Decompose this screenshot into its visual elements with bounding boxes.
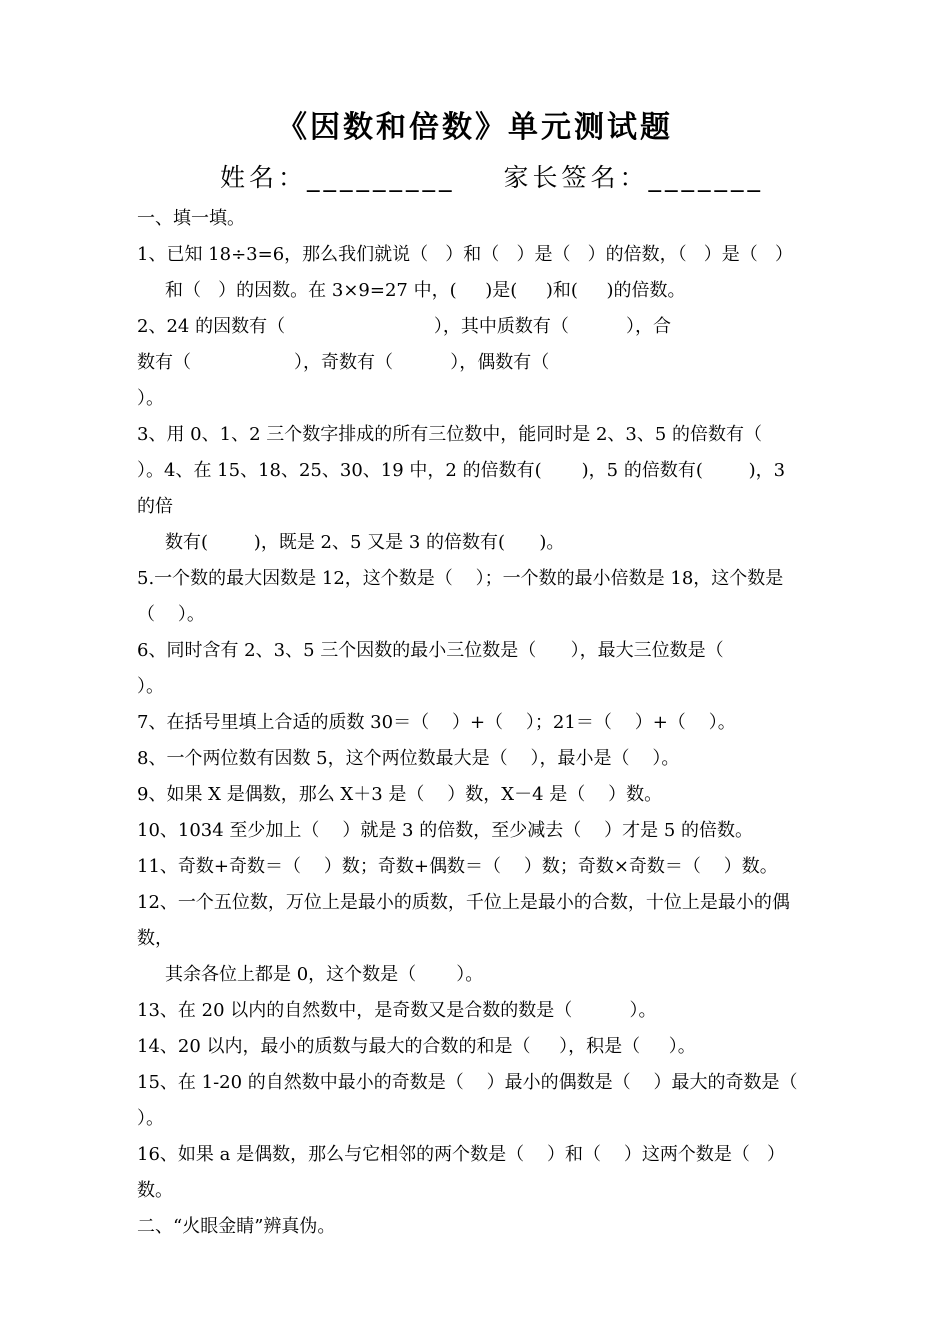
question-line: 9、如果 X 是偶数，那么 X＋3 是（ ）数，X－4 是（ ）数。 — [137, 784, 663, 805]
section-heading: 一、填一填。 — [137, 208, 245, 229]
question-line: 其余各位上都是 0，这个数是（ ）。 — [165, 964, 484, 985]
page-title: 《因数和倍数》单元测试题 — [277, 110, 673, 145]
question-line: 13、在 20 以内的自然数中，是奇数又是合数的数是（ ）。 — [137, 1000, 657, 1021]
question-line: 2、24 的因数有（ ），其中质数有（ ），合 — [137, 316, 672, 337]
question-line: 数。 — [137, 1180, 173, 1201]
section-heading: 二、“火眼金睛”辨真伪。 — [137, 1216, 336, 1237]
question-line: 16、如果 a 是偶数，那么与它相邻的两个数是（ ）和（ ）这两个数是（ ） — [137, 1144, 786, 1165]
question-line: ）。 — [137, 1108, 164, 1129]
question-line: （ ）。 — [137, 604, 205, 625]
question-line: 8、一个两位数有因数 5，这个两位数最大是（ ），最小是（ ）。 — [137, 748, 680, 769]
question-line: 数有( )，既是 2、5 又是 3 的倍数有( )。 — [165, 532, 565, 553]
question-line: 6、同时含有 2、3、5 三个因数的最小三位数是（ ），最大三位数是（ — [137, 640, 724, 661]
question-line: 和（ ）的因数。在 3×9=27 中，( )是( )和( )的倍数。 — [165, 280, 686, 301]
question-line: ）。 — [137, 676, 164, 697]
question-line: 1、已知 18÷3=6，那么我们就说（ ）和（ ）是（ ）的倍数，（ ）是（ ） — [137, 244, 793, 265]
question-line: 5.一个数的最大因数是 12，这个数是（ ）；一个数的最小倍数是 18，这个数是 — [137, 568, 784, 589]
question-line: 3、用 0、1、2 三个数字排成的所有三位数中，能同时是 2、3、5 的倍数有（ — [137, 424, 763, 445]
question-line: 数， — [137, 928, 173, 949]
question-line: 15、在 1-20 的自然数中最小的奇数是（ ）最小的偶数是（ ）最大的奇数是（ — [137, 1072, 798, 1093]
question-line: 11、奇数+奇数＝（ ）数；奇数+偶数＝（ ）数；奇数×奇数＝（ ）数。 — [137, 856, 778, 877]
question-line: 数有（ ），奇数有（ ），偶数有（ — [137, 352, 550, 373]
name-field-label: 姓名：_________ — [220, 163, 456, 192]
name-signature-line — [220, 158, 764, 194]
question-line: 12、一个五位数，万位上是最小的质数，千位上是最小的合数，十位上是最小的偶 — [137, 892, 790, 913]
question-line: ）。 — [137, 388, 164, 409]
question-line: 的倍 — [137, 496, 173, 517]
question-line: 10、1034 至少加上（ ）就是 3 的倍数，至少减去（ ）才是 5 的倍数。 — [137, 820, 753, 841]
question-line: 7、在括号里填上合适的质数 30＝（ ）+（ ）；21＝（ ）+（ ）。 — [137, 712, 736, 733]
parent-signature-label: 家长签名：_______ — [503, 163, 765, 192]
question-line: 14、20 以内，最小的质数与最大的合数的和是（ ），积是（ ）。 — [137, 1036, 696, 1057]
question-line: ）。4、在 15、18、25、30、19 中，2 的倍数有( )，5 的倍数有( )，3 — [137, 460, 786, 481]
